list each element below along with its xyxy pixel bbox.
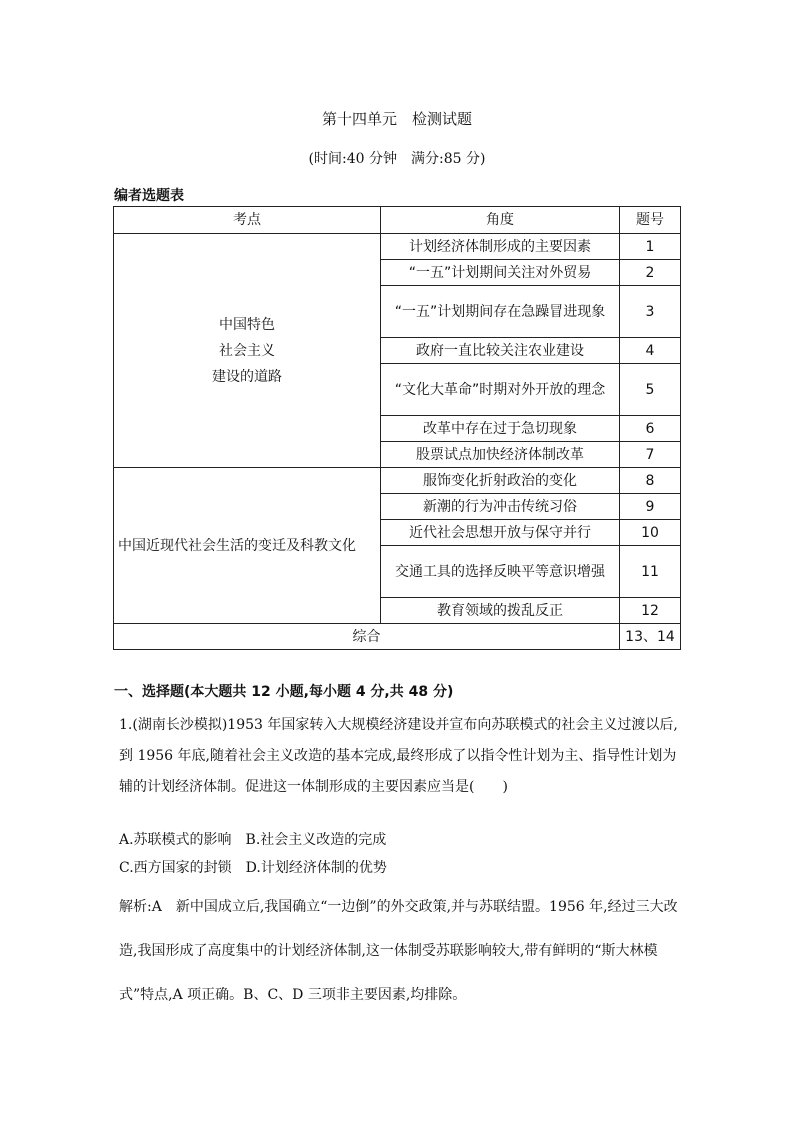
number-cell: 3 <box>620 286 681 338</box>
number-cell: 11 <box>620 546 681 598</box>
angle-cell: 股票试点加快经济体制改革 <box>381 442 620 468</box>
number-cell: 4 <box>620 338 681 364</box>
options-line-2: C.西方国家的封锁 D.计划经济体制的优势 <box>119 860 387 876</box>
topic-line: 中国特色 <box>219 316 275 333</box>
number-cell: 8 <box>620 468 681 494</box>
angle-cell: 近代社会思想开放与保守并行 <box>381 520 620 546</box>
column-header-topic: 考点 <box>114 207 381 234</box>
table-caption: 编者选题表 <box>114 188 184 204</box>
table-header-row <box>114 207 681 234</box>
angle-cell: 服饰变化折射政治的变化 <box>381 468 620 494</box>
section-heading: 一、选择题(本大题共 12 小题,每小题 4 分,共 48 分) <box>114 684 454 700</box>
number-cell: 10 <box>620 520 681 546</box>
answer-explanation <box>119 885 683 1017</box>
question-1 <box>119 710 681 803</box>
topic-line: 社会主义 <box>219 342 275 359</box>
page-title: 第十四单元 检测试题 <box>321 110 472 128</box>
question-text: 1953 年国家转入大规模经济建设并宣布向苏联模式的社会主义过渡以后,到 1956 年底,随着社会主义改造的基本完成,最终形成了以指令性计划为主、指导性计划为辅的计划经济体制。促进这一体制形成的主要因素应当是( ) <box>119 717 678 795</box>
number-cell: 2 <box>620 260 681 286</box>
topic-cell-socialism-road <box>114 234 381 468</box>
time-score-note: (时间:40 分钟 满分:85 分) <box>308 151 486 167</box>
angle-cell: 改革中存在过于急切现象 <box>381 416 620 442</box>
answer-label: 解析:A <box>119 899 162 915</box>
number-cell: 9 <box>620 494 681 520</box>
column-header-angle: 角度 <box>381 207 620 234</box>
number-cell: 1 <box>620 234 681 260</box>
answer-text: 新中国成立后,我国确立“一边倒”的外交政策,并与苏联结盟。1956 年,经过三大改造,我国形成了高度集中的计划经济体制,这一体制受苏联影响较大,带有鲜明的“斯大林模式”特点,A 项正确。B、C、D 三项非主要因素,均排除。 <box>119 899 678 1003</box>
angle-cell: “文化大革命”时期对外开放的理念 <box>381 364 620 416</box>
question-source: (湖南长沙模拟) <box>132 717 228 733</box>
number-cell: 13、14 <box>620 624 681 650</box>
question-selection-table <box>113 206 681 650</box>
question-number: 1. <box>119 717 133 733</box>
angle-cell: 交通工具的选择反映平等意识增强 <box>381 546 620 598</box>
topic-cell-social-life: 中国近现代社会生活的变迁及科教文化 <box>114 468 381 624</box>
number-cell: 6 <box>620 416 681 442</box>
number-cell: 7 <box>620 442 681 468</box>
comprehensive-label: 综合 <box>114 624 620 650</box>
angle-cell: 计划经济体制形成的主要因素 <box>381 234 620 260</box>
topic-line: 建设的道路 <box>212 368 282 385</box>
angle-cell: 新潮的行为冲击传统习俗 <box>381 494 620 520</box>
number-cell: 5 <box>620 364 681 416</box>
angle-cell: “一五”计划期间关注对外贸易 <box>381 260 620 286</box>
number-cell: 12 <box>620 598 681 624</box>
table-row <box>114 234 681 260</box>
angle-cell: 教育领域的拨乱反正 <box>381 598 620 624</box>
table-row <box>114 468 681 494</box>
table-footer-row <box>114 624 681 650</box>
column-header-number: 题号 <box>620 207 681 234</box>
angle-cell: 政府一直比较关注农业建设 <box>381 338 620 364</box>
angle-cell: “一五”计划期间存在急躁冒进现象 <box>381 286 620 338</box>
options-line-1: A.苏联模式的影响 B.社会主义改造的完成 <box>119 832 387 848</box>
